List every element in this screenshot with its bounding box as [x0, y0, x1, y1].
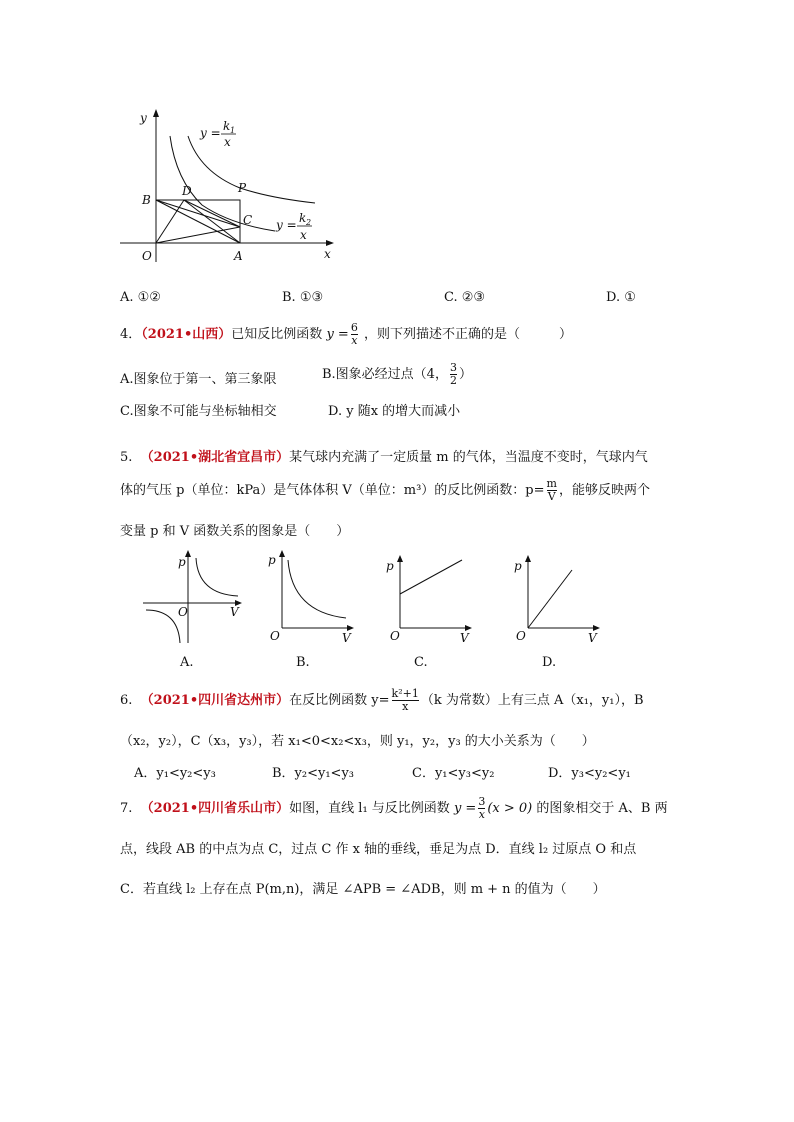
q7-source: （2021•四川省乐山市） [140, 801, 290, 816]
q6-option-a: A．y₁<y₂<y₃ [134, 766, 216, 781]
q5b-label-O: O [270, 629, 280, 643]
q5-frac-den: V [547, 490, 556, 503]
label-D: D [182, 184, 192, 198]
segment-OD [156, 200, 184, 243]
q5-frac-num: m [546, 477, 557, 490]
q4-stem [120, 322, 572, 347]
label-y: y [140, 111, 147, 125]
q5-graph-c [380, 548, 480, 648]
curve2-den: x [300, 228, 307, 242]
y-axis-arrow [153, 109, 159, 117]
q5d-y-arrow [525, 555, 531, 562]
curve1-den: x [224, 135, 231, 149]
q5-frac [547, 478, 557, 503]
q4-option-b-end: ） [458, 367, 472, 382]
q5-option-b: B. [296, 655, 310, 670]
q7-line3: C．若直线 l₂ 上存在点 P(m,n)，满足 ∠APB = ∠ADB，则 m + n 的值为（ ） [120, 882, 606, 897]
q6-line1-b: （k 为常数）上有三点 A（x₁，y₁），B [420, 693, 644, 708]
q4-stem-b: ，则下列描述不正确的是（ ） [363, 327, 572, 342]
q5b-curve [288, 560, 346, 618]
q3-option-b: B. ①③ [282, 290, 324, 305]
label-C: C [243, 213, 253, 227]
q5c-label-V: V [460, 631, 469, 645]
curve-k1 [188, 136, 315, 203]
q5b-y-arrow [279, 550, 285, 557]
curve1-num: k [223, 119, 231, 133]
q5a-label-p: p [178, 555, 186, 569]
q7-func-num: 3 [478, 795, 486, 808]
q3-option-d: D. ① [606, 290, 636, 305]
q7-func-frac [478, 796, 485, 821]
q5-line2 [120, 478, 650, 503]
q7-number: 7. [120, 801, 133, 816]
q3-option-a: A. ①② [120, 290, 161, 305]
q7-line1-b: 的图象相交于 A、B 两 [536, 801, 668, 816]
segment-OC [156, 227, 240, 243]
q6-option-d: D．y₃<y₂<y₁ [548, 766, 631, 781]
q5a-branch1 [196, 558, 238, 596]
q5c-line [400, 560, 462, 594]
q5-graph-a [138, 548, 258, 648]
q5-line3: 变量 p 和 V 函数关系的图象是（ ） [120, 524, 350, 539]
q6-option-c: C．y₁<y₃<y₂ [412, 766, 495, 781]
q4-option-b-den: 2 [449, 374, 457, 387]
q5-option-d: D. [542, 655, 557, 670]
label-x: x [324, 247, 331, 261]
q6-line2: （x₂，y₂），C（x₃，y₃），若 x₁<0<x₂<x₃，则 y₁，y₂，y₃ 的大小关系为（ ） [120, 734, 595, 749]
q5-graph-d [508, 548, 608, 648]
q5-option-a: A. [180, 655, 194, 670]
q5a-y-arrow [185, 550, 191, 557]
q4-func-den: x [351, 334, 358, 347]
q5b-label-p: p [268, 553, 276, 567]
q7-func-lhs: y = [453, 801, 477, 816]
label-P: P [238, 181, 247, 195]
q5-option-c: C. [414, 655, 428, 670]
q4-func-lhs: y = [326, 327, 349, 342]
q6-option-b: B．y₂<y₁<y₃ [272, 766, 355, 781]
curve2-sub: 2 [306, 218, 312, 227]
q6-frac-den: x [402, 700, 409, 713]
q5c-y-arrow [397, 555, 403, 562]
q5-source: （2021•湖北省宜昌市） [140, 450, 290, 465]
q5a-label-O: O [178, 605, 188, 619]
q4-option-a: A.图象位于第一、第三象限 [120, 372, 277, 387]
q5-graph-b [262, 548, 362, 648]
q5d-label-O: O [516, 629, 526, 643]
q4-option-b-num: 3 [449, 361, 457, 374]
q3-option-c: C. ②③ [444, 290, 486, 305]
q5-number: 5. [120, 450, 133, 465]
q4-func-num: 6 [350, 321, 358, 334]
q7-line1-a: 如图，直线 l₁ 与反比例函数 [289, 801, 450, 816]
q5b-label-V: V [342, 631, 351, 645]
q6-frac [392, 688, 419, 713]
q5-line1-text: 某气球内充满了一定质量 m 的气体，当温度不变时，气球内气 [289, 450, 648, 465]
label-A: A [234, 249, 243, 263]
q5-line2-a: 体的气压 p（单位：kPa）是气体体积 V（单位：m³）的反比例函数：p= [120, 483, 545, 498]
q5a-branch2 [146, 610, 180, 643]
q5-line1 [120, 446, 648, 465]
q4-stem-a: 已知反比例函数 [231, 327, 323, 342]
q7-line2: 点，线段 AB 的中点为点 C，过点 C 作 x 轴的垂线，垂足为点 D．直线 l₂ 过原点 O 和点 [120, 842, 637, 857]
segment-DC [184, 200, 240, 227]
q5d-line [528, 570, 572, 628]
q5-line2-b: ，能够反映两个 [558, 483, 650, 498]
curve2-num: k [299, 211, 307, 225]
q6-line1 [120, 688, 644, 713]
q6-source: （2021•四川省达州市） [140, 693, 290, 708]
q4-number: 4． [120, 327, 142, 342]
q5c-label-p: p [386, 559, 394, 573]
q5d-label-V: V [588, 631, 597, 645]
q4-source: （2021•山西） [141, 327, 232, 342]
q4-option-d: D. y 随x 的增大而减小 [328, 404, 461, 419]
q4-func-frac [351, 322, 358, 347]
q6-frac-num: k²+1 [391, 687, 419, 700]
x-axis-arrow [326, 240, 334, 246]
q4-option-b [322, 362, 472, 387]
q5d-label-p: p [514, 559, 522, 573]
curve1-lhs: y = [200, 126, 221, 140]
q5a-label-V: V [230, 605, 239, 619]
q6-line1-a: 在反比例函数 y= [289, 693, 390, 708]
q7-line1 [120, 796, 668, 821]
q6-number: 6. [120, 693, 133, 708]
q5c-label-O: O [390, 629, 400, 643]
q4-option-b-text: B.图象必经过点（4， [322, 367, 448, 382]
curve1-sub: 1 [230, 126, 236, 135]
label-O: O [142, 249, 152, 263]
q4-option-c: C.图象不可能与坐标轴相交 [120, 404, 277, 419]
q7-func-den: x [478, 808, 485, 821]
curve2-lhs: y = [276, 218, 297, 232]
q7-func-cond: (x > 0) [487, 801, 533, 816]
label-B: B [142, 193, 151, 207]
top-figure [110, 100, 350, 270]
q4-option-b-frac [450, 362, 457, 387]
